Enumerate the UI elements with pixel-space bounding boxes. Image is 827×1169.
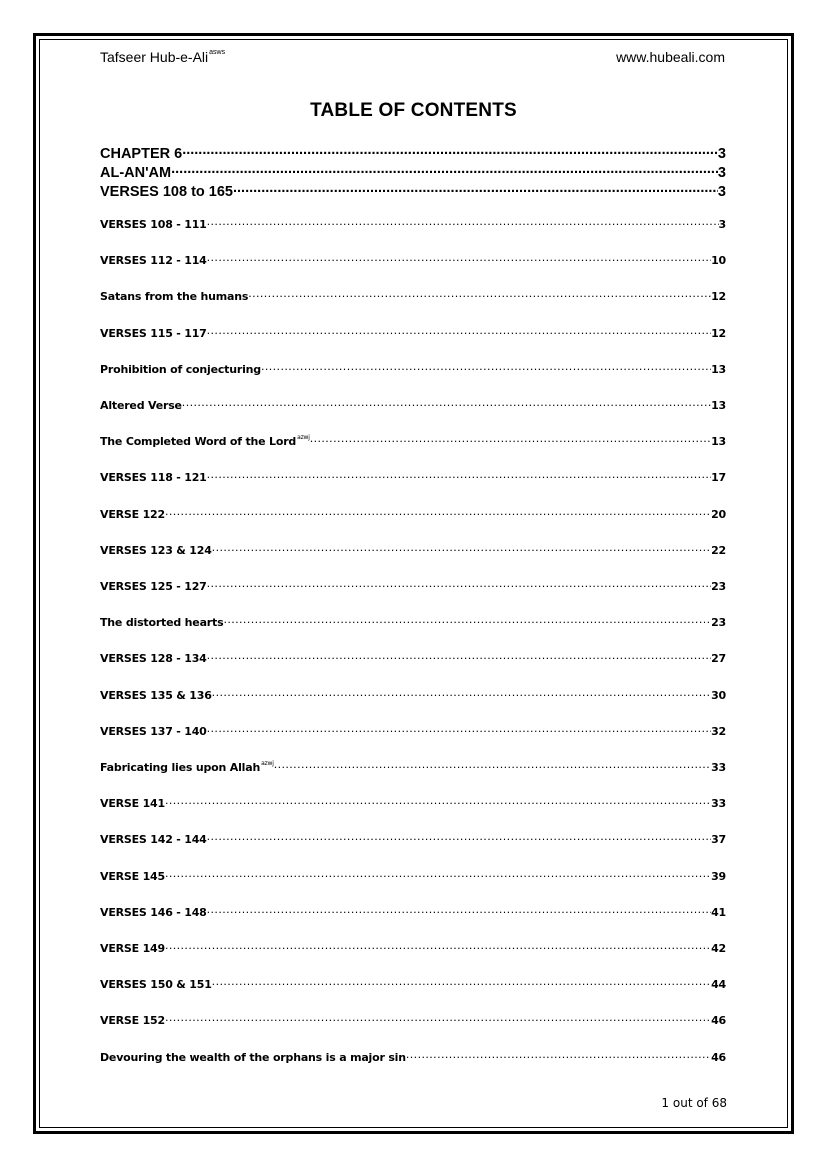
toc-entry-page: 33 bbox=[711, 761, 726, 774]
toc-entry-label bbox=[100, 580, 207, 593]
toc-entry-label: VERSES 108 to 165 bbox=[100, 183, 233, 199]
toc-entry[interactable] bbox=[100, 941, 726, 955]
toc-entry-page: 13 bbox=[711, 435, 726, 448]
toc-entry-label-text: VERSES 112 - 114 bbox=[100, 254, 207, 267]
toc-entry-label-text: VERSE 152 bbox=[100, 1014, 165, 1027]
toc-entry[interactable] bbox=[100, 615, 726, 629]
toc-entry-page: 41 bbox=[711, 906, 726, 919]
toc-entry-page: 46 bbox=[711, 1014, 726, 1027]
toc-entry[interactable] bbox=[100, 434, 726, 448]
toc-leader-dots bbox=[165, 1013, 711, 1024]
toc-entry[interactable] bbox=[100, 760, 726, 774]
toc-entry[interactable] bbox=[100, 253, 726, 267]
toc-entry-page: 3 bbox=[717, 145, 726, 161]
toc-entry-label-text: Prohibition of conjecturing bbox=[100, 363, 261, 376]
toc-entry-label bbox=[100, 544, 212, 557]
toc-leader-dots bbox=[182, 398, 711, 409]
toc-entry-label: CHAPTER 6 bbox=[100, 145, 183, 161]
toc-entry-label bbox=[100, 652, 207, 665]
toc-entry[interactable] bbox=[100, 869, 726, 883]
toc-entry-label-text: Fabricating lies upon Allah bbox=[100, 761, 261, 774]
running-header-title bbox=[100, 49, 225, 65]
toc-leader-dots bbox=[261, 362, 711, 373]
toc-entry-label-text: VERSE 149 bbox=[100, 942, 165, 955]
toc-leader-dots bbox=[207, 253, 711, 264]
toc-entry-superscript: azwj bbox=[297, 434, 310, 441]
header-title-text: Tafseer Hub-e-Ali bbox=[100, 49, 209, 65]
toc-entry-surah[interactable] bbox=[100, 162, 726, 180]
toc-entry-page: 12 bbox=[711, 290, 726, 303]
toc-entry[interactable] bbox=[100, 724, 726, 738]
toc-entry-label bbox=[100, 399, 182, 412]
toc-entry[interactable] bbox=[100, 362, 726, 376]
toc-entry-page: 23 bbox=[711, 616, 726, 629]
toc-entry-page: 22 bbox=[711, 544, 726, 557]
toc-entry-label bbox=[100, 978, 212, 991]
toc-leader-dots bbox=[207, 651, 711, 662]
toc-entry-label bbox=[100, 870, 165, 883]
toc-entry-page: 44 bbox=[711, 978, 726, 991]
toc-entry[interactable] bbox=[100, 651, 726, 665]
header-website-link[interactable]: www.hubeali.com bbox=[616, 49, 725, 65]
toc-entry[interactable] bbox=[100, 507, 726, 521]
toc-entry-label-text: VERSES 108 - 111 bbox=[100, 218, 207, 231]
toc-entry-page: 37 bbox=[711, 833, 726, 846]
toc-leader-dots bbox=[207, 905, 711, 916]
page-number: 1 out of 68 bbox=[661, 1096, 727, 1110]
toc-entry-label bbox=[100, 760, 274, 774]
toc-entry[interactable] bbox=[100, 1013, 726, 1027]
toc-entry-label-text: VERSES 135 & 136 bbox=[100, 689, 212, 702]
toc-entry[interactable] bbox=[100, 398, 726, 412]
toc-entry-label-text: VERSE 122 bbox=[100, 508, 165, 521]
toc-entry-page: 17 bbox=[711, 471, 726, 484]
toc-leader-dots bbox=[171, 162, 718, 177]
toc-entry-page: 46 bbox=[711, 1051, 726, 1064]
toc-entry-page: 3 bbox=[717, 164, 726, 180]
toc-entry-page: 33 bbox=[711, 797, 726, 810]
toc-entry[interactable] bbox=[100, 1050, 726, 1064]
toc-entry-label-text: VERSE 145 bbox=[100, 870, 165, 883]
toc-leader-dots bbox=[212, 543, 711, 554]
toc-leader-dots bbox=[274, 760, 711, 771]
toc-entry-label-text: VERSES 142 - 144 bbox=[100, 833, 207, 846]
toc-leader-dots bbox=[165, 796, 711, 807]
toc-entry-label bbox=[100, 725, 207, 738]
toc-leader-dots bbox=[182, 143, 718, 158]
toc-entry-chapter[interactable] bbox=[100, 143, 726, 161]
toc-entry[interactable] bbox=[100, 832, 726, 846]
toc-entry-label-text: Devouring the wealth of the orphans is a major sin bbox=[100, 1051, 406, 1064]
toc-leader-dots bbox=[207, 724, 711, 735]
toc-entry[interactable] bbox=[100, 326, 726, 340]
toc-leader-dots bbox=[207, 326, 711, 337]
toc-entry-page: 13 bbox=[711, 363, 726, 376]
toc-entry-label-text: Altered Verse bbox=[100, 399, 182, 412]
toc-entry-verses-range[interactable] bbox=[100, 181, 726, 199]
toc-entry-label bbox=[100, 1014, 165, 1027]
toc-entry-page: 42 bbox=[711, 942, 726, 955]
toc-entry-label-text: VERSES 128 - 134 bbox=[100, 652, 207, 665]
toc-entry-page: 10 bbox=[711, 254, 726, 267]
toc-entry-label bbox=[100, 218, 207, 231]
toc-leader-dots bbox=[207, 832, 711, 843]
toc-leader-dots bbox=[207, 217, 719, 228]
toc-entry[interactable] bbox=[100, 796, 726, 810]
toc-title: TABLE OF CONTENTS bbox=[310, 100, 517, 121]
toc-leader-dots bbox=[212, 688, 711, 699]
toc-entry-label bbox=[100, 508, 165, 521]
toc-entry-page: 20 bbox=[711, 508, 726, 521]
toc-entry-label bbox=[100, 434, 310, 448]
toc-entry[interactable] bbox=[100, 905, 726, 919]
toc-entry-label-text: VERSES 115 - 117 bbox=[100, 327, 207, 340]
toc-entry-label bbox=[100, 942, 165, 955]
toc-entry[interactable] bbox=[100, 543, 726, 557]
toc-entry[interactable] bbox=[100, 470, 726, 484]
toc-entry-label bbox=[100, 327, 207, 340]
toc-entry[interactable] bbox=[100, 977, 726, 991]
toc-leader-dots bbox=[165, 869, 711, 880]
toc-leader-dots bbox=[310, 434, 711, 445]
toc-entry-label bbox=[100, 797, 165, 810]
toc-leader-dots bbox=[406, 1050, 711, 1061]
toc-entry-label bbox=[100, 1051, 406, 1064]
toc-entry-page: 3 bbox=[718, 218, 726, 231]
toc-entry-page: 3 bbox=[717, 183, 726, 199]
toc-entry-label bbox=[100, 471, 207, 484]
toc-entry-page: 13 bbox=[711, 399, 726, 412]
toc-entry-label bbox=[100, 254, 207, 267]
toc-entry-label bbox=[100, 290, 248, 303]
toc-entry-label-text: VERSES 137 - 140 bbox=[100, 725, 207, 738]
toc-entry-label-text: VERSES 125 - 127 bbox=[100, 580, 207, 593]
toc-entry[interactable] bbox=[100, 217, 726, 231]
toc-entry-label bbox=[100, 906, 207, 919]
toc-entry-superscript: azwj bbox=[261, 760, 274, 767]
toc-entry-label-text: VERSES 146 - 148 bbox=[100, 906, 207, 919]
toc-entry-label-text: VERSES 150 & 151 bbox=[100, 978, 212, 991]
toc-entry-page: 32 bbox=[711, 725, 726, 738]
toc-entry-page: 27 bbox=[711, 652, 726, 665]
toc-entry-page: 12 bbox=[711, 327, 726, 340]
toc-entry-label-text: The Completed Word of the Lord bbox=[100, 435, 297, 448]
toc-entry-label bbox=[100, 363, 261, 376]
toc-leader-dots bbox=[165, 507, 711, 518]
toc-entry[interactable] bbox=[100, 688, 726, 702]
toc-leader-dots bbox=[207, 579, 711, 590]
toc-leader-dots bbox=[212, 977, 711, 988]
toc-entry-label bbox=[100, 616, 223, 629]
toc-entry[interactable] bbox=[100, 289, 726, 303]
toc-entry-page: 30 bbox=[711, 689, 726, 702]
toc-entry-label bbox=[100, 833, 207, 846]
toc-entry-label-text: Satans from the humans bbox=[100, 290, 249, 303]
toc-leader-dots bbox=[223, 615, 711, 626]
toc-entry-label-text: VERSES 118 - 121 bbox=[100, 471, 207, 484]
toc-leader-dots bbox=[248, 289, 711, 300]
toc-leader-dots bbox=[233, 181, 718, 196]
header-title-superscript: asws bbox=[209, 49, 226, 56]
toc-entry-label: AL-AN'AM bbox=[100, 164, 172, 180]
toc-leader-dots bbox=[165, 941, 711, 952]
toc-entry-page: 23 bbox=[711, 580, 726, 593]
toc-entry-label-text: VERSE 141 bbox=[100, 797, 165, 810]
toc-entry[interactable] bbox=[100, 579, 726, 593]
toc-entry-label-text: VERSES 123 & 124 bbox=[100, 544, 212, 557]
toc-entry-label bbox=[100, 689, 212, 702]
toc-entry-label-text: The distorted hearts bbox=[100, 616, 224, 629]
toc-entry-page: 39 bbox=[711, 870, 726, 883]
toc-leader-dots bbox=[207, 470, 711, 481]
